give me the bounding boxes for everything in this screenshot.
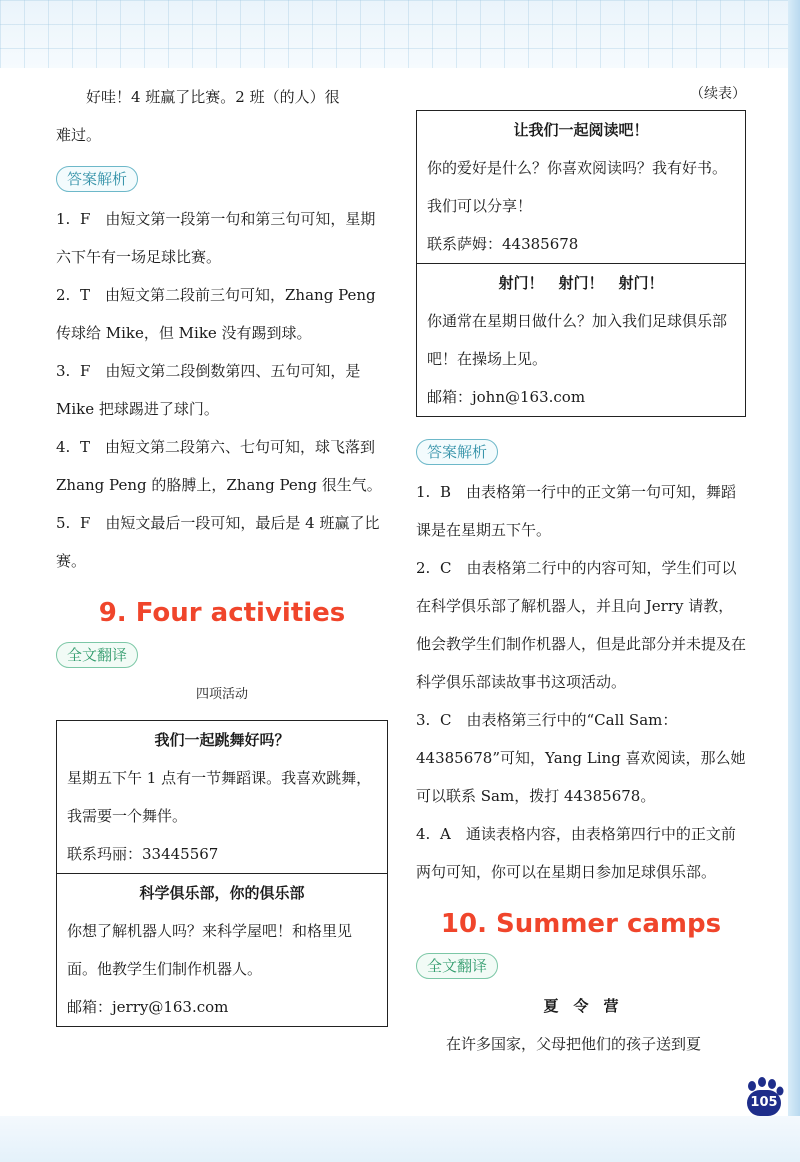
activities-table-continued <box>416 110 746 417</box>
page-edge-strip <box>788 0 800 1162</box>
table-row-contact: 邮箱：john@163.com <box>427 388 586 406</box>
table-row-body: 你通常在星期日做什么？加入我们足球俱乐部吧！在操场上见。 <box>427 312 728 368</box>
top-decoration <box>0 0 800 68</box>
translation-paragraph: 在许多国家，父母把他们的孩子送到夏 <box>446 1035 702 1053</box>
answer-item: 2. C 由表格第二行中的内容可知，学生们可以在科学俱乐部了解机器人，并且向 Jerry 请教，他会教学生们制作机器人，但是此部分并未提及在科学俱乐部读故事书这项活动。 <box>416 559 747 691</box>
table-row-contact: 邮箱：jerry@163.com <box>67 998 229 1016</box>
table-row-heading: 科学俱乐部，你的俱乐部 <box>139 884 305 902</box>
table-row-contact: 联系萨姆：44385678 <box>427 235 579 253</box>
table-row-contact: 联系玛丽：33445567 <box>67 845 219 863</box>
section-title-9: 9. Four activities <box>98 598 346 628</box>
table-row-body: 你的爱好是什么？你喜欢阅读吗？我有好书。我们可以分享！ <box>427 159 728 215</box>
right-column <box>416 78 746 1063</box>
table-row-heading: 我们一起跳舞好吗？ <box>154 731 290 749</box>
answer-analysis-tag: 答案解析 <box>416 439 498 465</box>
full-translation-tag: 全文翻译 <box>416 953 498 979</box>
table-row-heading: 让我们一起阅读吧！ <box>513 121 649 139</box>
section-subtitle: 四项活动 <box>195 687 248 702</box>
table-row <box>417 111 745 263</box>
answer-item: 1. B 由表格第一行中的正文第一句可知，舞蹈课是在星期五下午。 <box>416 483 737 539</box>
table-row-body: 星期五下午 1 点有一节舞蹈课。我喜欢跳舞，我需要一个舞伴。 <box>67 769 372 825</box>
continued-text-line2: 难过。 <box>56 126 102 144</box>
answer-list <box>416 473 746 891</box>
answer-item: 4. T 由短文第二段第六、七句可知，球飞落到 Zhang Peng 的胳膊上，Zhang Peng 很生气。 <box>56 438 382 494</box>
answer-item: 3. C 由表格第三行中的“Call Sam：44385678”可知，Yang Ling 喜欢阅读，那么她可以联系 Sam，拨打 44385678。 <box>416 711 746 805</box>
answer-analysis-tag: 答案解析 <box>56 166 138 192</box>
table-row <box>57 873 387 1026</box>
bottom-decoration <box>0 1116 800 1162</box>
answer-item: 1. F 由短文第一段第一句和第三句可知，星期六下午有一场足球比赛。 <box>56 210 376 266</box>
continued-text-line1: 好哇！4 班赢了比赛。2 班（的人）很 <box>86 88 340 106</box>
page-number: 105 <box>747 1090 781 1116</box>
answer-item: 3. F 由短文第二段倒数第四、五句可知，是 Mike 把球踢进了球门。 <box>56 362 361 418</box>
left-column <box>56 78 388 1027</box>
section-subtitle: 夏 令 营 <box>543 997 619 1015</box>
table-row-body: 你想了解机器人吗？来科学屋吧！和格里见面。他教学生们制作机器人。 <box>67 922 353 978</box>
answer-item: 5. F 由短文最后一段可知，最后是 4 班赢了比赛。 <box>56 514 380 570</box>
answer-item: 2. T 由短文第二段前三句可知，Zhang Peng 传球给 Mike，但 Mike 没有踢到球。 <box>56 286 376 342</box>
full-translation-tag: 全文翻译 <box>56 642 138 668</box>
answer-item: 4. A 通读表格内容，由表格第四行中的正文前两句可知，你可以在星期日参加足球俱乐部。 <box>416 825 736 881</box>
table-row-heading: 射门！ 射门！ 射门！ <box>498 274 664 292</box>
table-continued-label: （续表） <box>690 86 746 102</box>
table-row <box>57 721 387 873</box>
table-row <box>417 263 745 416</box>
answer-list <box>56 200 388 580</box>
activities-table <box>56 720 388 1027</box>
section-title-10: 10. Summer camps <box>440 909 722 939</box>
